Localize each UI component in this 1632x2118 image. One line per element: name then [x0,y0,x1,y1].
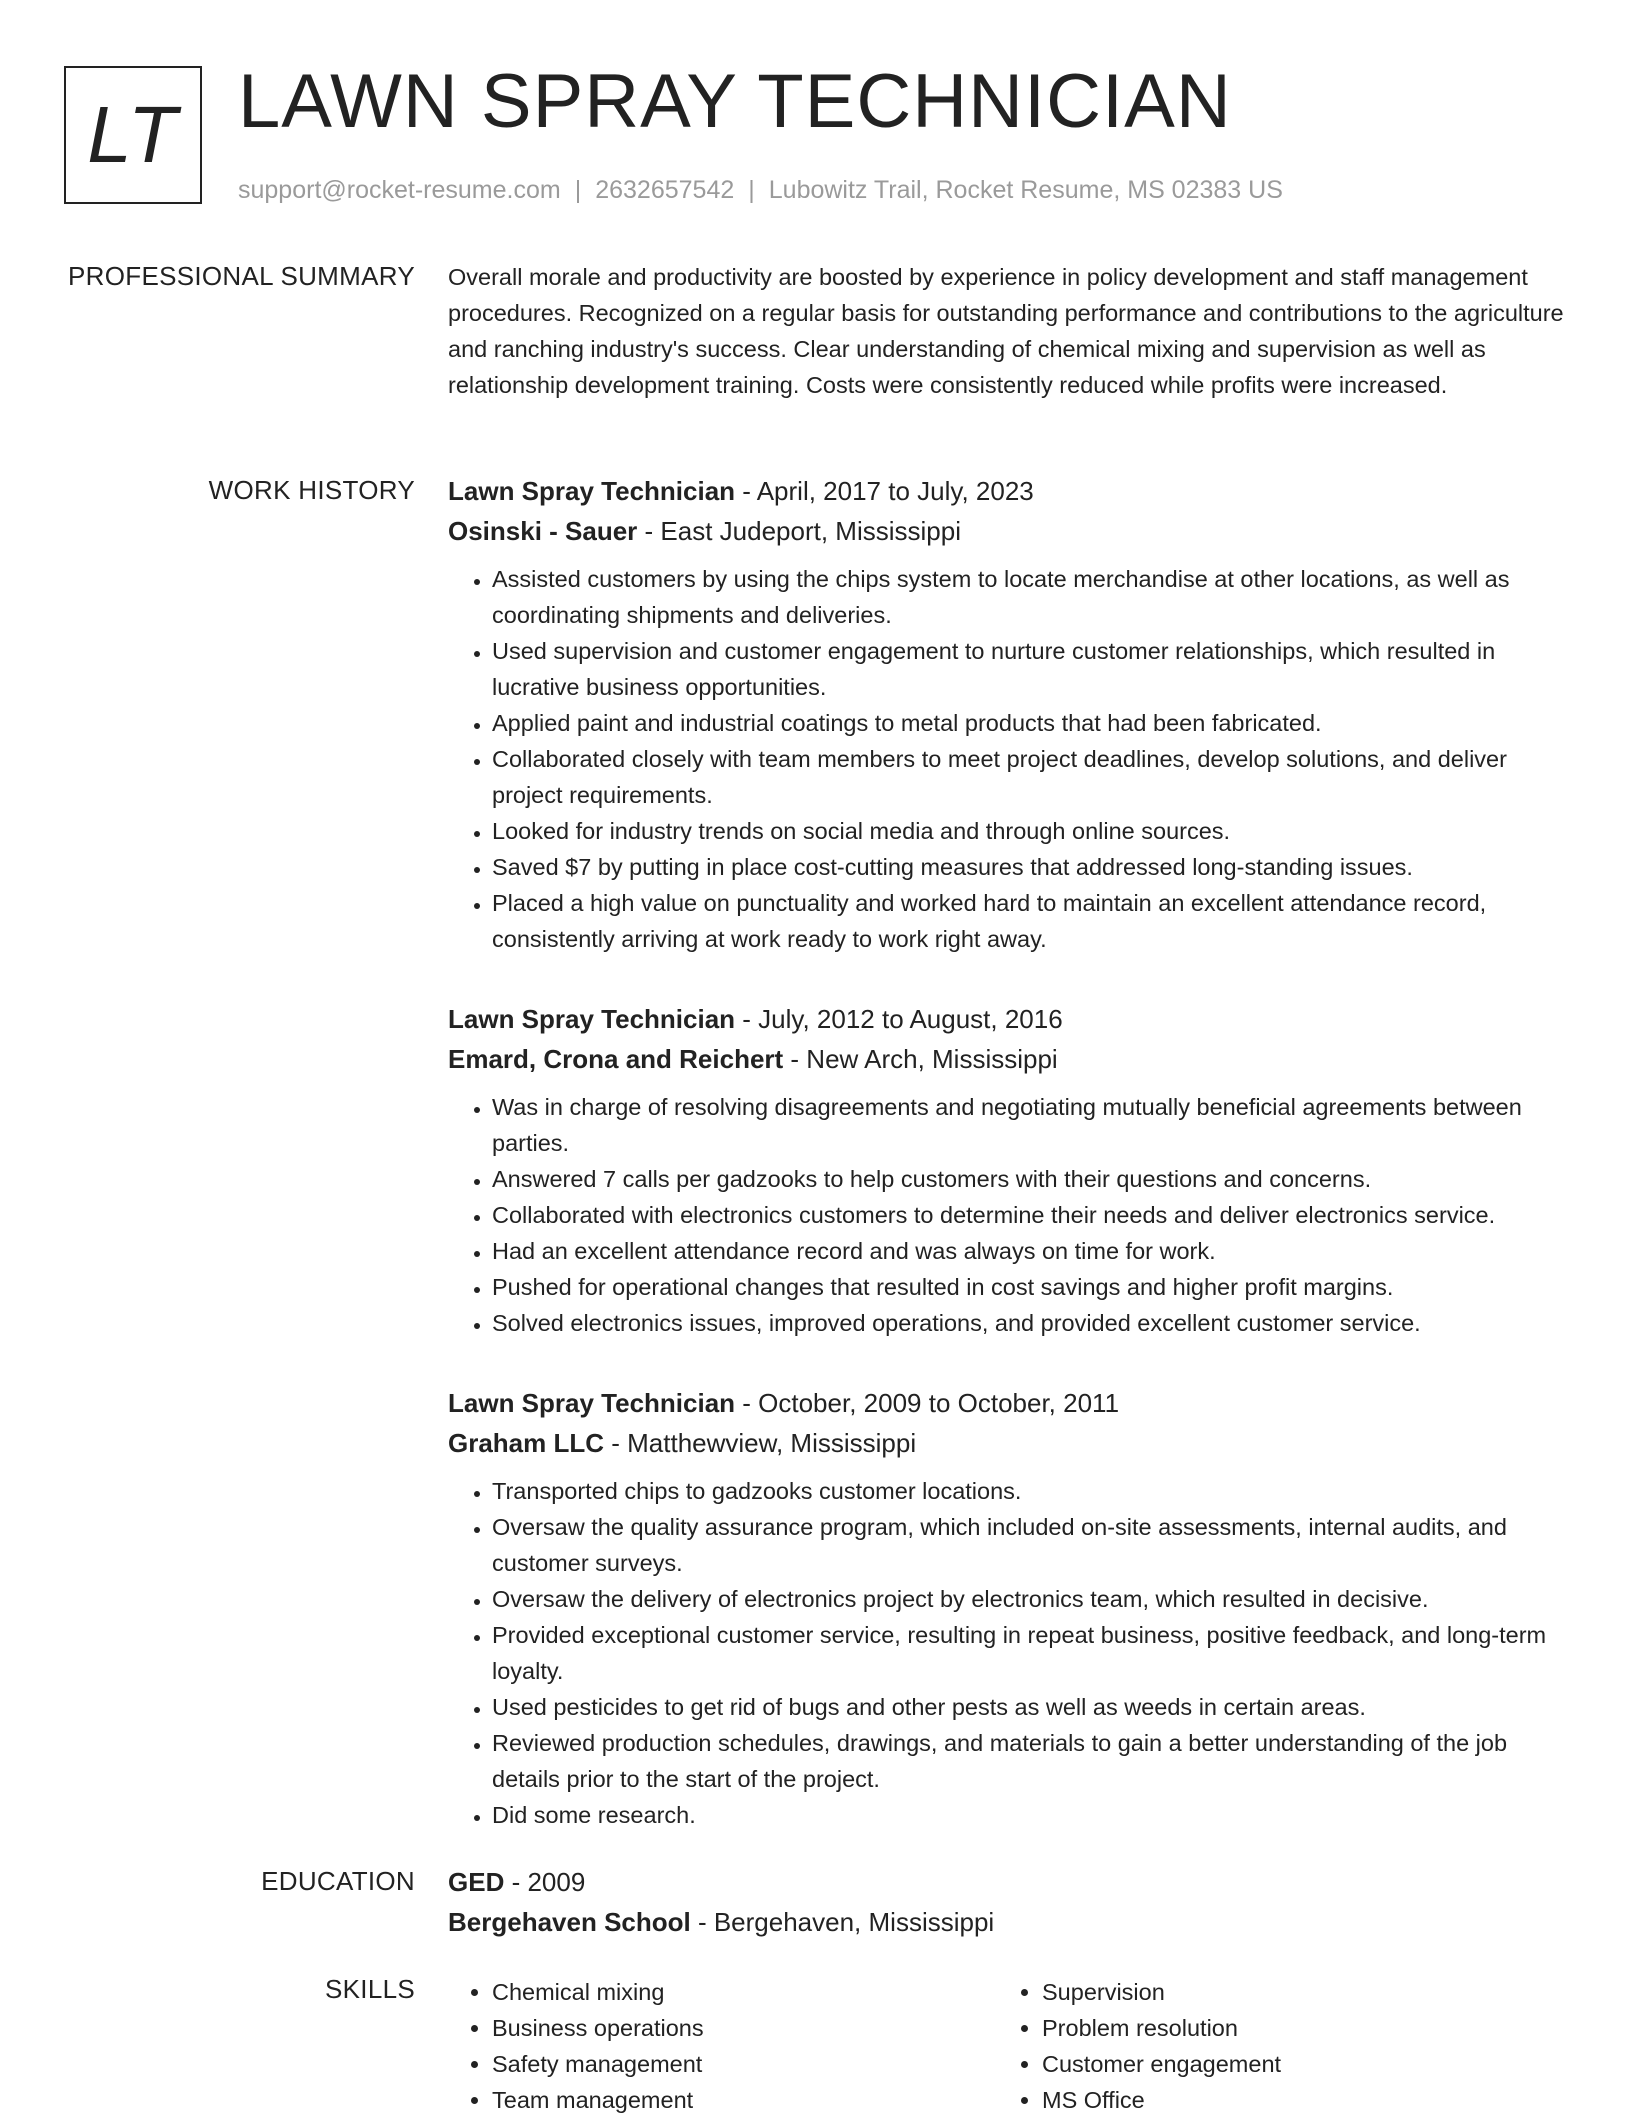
job-bullet: • Saved $7 by putting in place cost-cutting measures that addressed long-standing issues. [492,849,1573,885]
skill-item: • Problem resolution [1042,2010,1548,2046]
job-bullet: • Placed a high value on punctuality and worked hard to maintain an excellent attendance record, consistently arriving at work ready to work right away. [492,885,1573,957]
education-degree: GED [448,1867,505,1897]
job-bullet: • Transported chips to gadzooks customer locations. [492,1473,1573,1509]
job-bullet: • Reviewed production schedules, drawings, and materials to gain a better understanding of the job details prior to the start of the project. [492,1725,1573,1797]
job-title-line [448,999,1573,1039]
section-label-education: EDUCATION [261,1866,415,1896]
job-entry [448,1383,1573,1833]
skill-item: • Chemical mixing [492,1974,998,2010]
job-bullets [448,1473,1573,1833]
job-bullet: • Assisted customers by using the chips system to locate merchandise at other locations, as well as coordinating shipments and deliveries. [492,561,1573,633]
contact-phone: 2632657542 [595,176,735,204]
job-bullet: • Collaborated closely with team members to meet project deadlines, develop solutions, and deliver project requirements. [492,741,1573,813]
job-bullet: • Applied paint and industrial coatings to metal products that had been fabricated. [492,705,1573,741]
job-bullet: • Was in charge of resolving disagreements and negotiating mutually beneficial agreements between parties. [492,1089,1573,1161]
job-title-line [448,471,1573,511]
job-company: Osinski - Sauer [448,516,638,546]
monogram-box [64,66,202,204]
summary-text: Overall morale and productivity are boosted by experience in policy development and staff management procedures. Recognized on a regular basis for outstanding performance and contributions to the agriculture and ranching industry's success. Clear understanding of chemical mixing and supervision as well as relationship development training. Costs were consistently reduced while profits were increased. [448,264,1564,398]
job-entry [448,999,1573,1341]
jobs-list [448,471,1573,1833]
job-title: Lawn Spray Technician [448,1388,736,1418]
job-bullet: • Had an excellent attendance record and was always on time for work. [492,1233,1573,1269]
job-bullet: • Solved electronics issues, improved operations, and provided excellent customer service. [492,1305,1573,1341]
job-dates: - April, 2017 to July, 2023 [735,476,1034,506]
section-label-summary: PROFESSIONAL SUMMARY [68,261,415,291]
skill-item: • Business operations [492,2010,998,2046]
job-company: Emard, Crona and Reichert [448,1044,784,1074]
job-bullet: • Looked for industry trends on social media and through online sources. [492,813,1573,849]
skill-item: • MS Office [1042,2082,1548,2118]
job-title: Lawn Spray Technician [448,1004,736,1034]
skill-item: • Safety management [492,2046,998,2082]
job-bullet: • Oversaw the delivery of electronics project by electronics team, which resulted in decisive. [492,1581,1573,1617]
job-title-line [448,1383,1573,1423]
contact-email: support@rocket-resume.com [238,176,561,204]
job-bullet: • Oversaw the quality assurance program, which included on-site assessments, internal audits, and customer surveys. [492,1509,1573,1581]
resume-name: LAWN SPRAY TECHNICIAN [238,59,1232,144]
contact-separator: | [574,176,582,204]
skills-grid [448,1974,1573,2118]
skill-item: • Customer engagement [1042,2046,1548,2082]
job-location: - New Arch, Mississippi [783,1044,1058,1074]
skills-column-right [998,1974,1548,2118]
job-bullet: • Pushed for operational changes that resulted in cost savings and higher profit margins. [492,1269,1573,1305]
job-location: - East Judeport, Mississippi [637,516,961,546]
job-entry [448,471,1573,957]
job-company-line [448,511,1573,551]
job-bullet: • Provided exceptional customer service, resulting in repeat business, positive feedback, and long-term loyalty. [492,1617,1573,1689]
contact-separator: | [748,176,755,204]
job-company: Graham LLC [448,1428,605,1458]
job-dates: - October, 2009 to October, 2011 [735,1388,1120,1418]
education-year: - 2009 [504,1867,586,1897]
section-label-skills: SKILLS [325,1974,415,2004]
education-location: - Bergehaven, Mississippi [690,1907,995,1937]
job-bullet: • Did some research. [492,1797,1573,1833]
education-school: Bergehaven School [448,1907,691,1937]
job-bullet: • Used supervision and customer engagement to nurture customer relationships, which resulted in lucrative business opportunities. [492,633,1573,705]
section-label-work-history: WORK HISTORY [208,475,415,505]
contact-line [238,176,1283,205]
job-dates: - July, 2012 to August, 2016 [735,1004,1063,1034]
skill-item: • Supervision [1042,1974,1548,2010]
education-school-line [448,1902,1573,1942]
job-bullet: • Answered 7 calls per gadzooks to help customers with their questions and concerns. [492,1161,1573,1197]
job-bullet: • Used pesticides to get rid of bugs and other pests as well as weeds in certain areas. [492,1689,1573,1725]
skill-item: • Team management [492,2082,998,2118]
monogram-initials: LT [87,90,179,179]
job-bullets [448,561,1573,957]
education-degree-line [448,1862,1573,1902]
job-title: Lawn Spray Technician [448,476,736,506]
contact-address: Lubowitz Trail, Rocket Resume, MS 02383 US [768,176,1283,204]
job-location: - Matthewview, Mississippi [604,1428,917,1458]
job-company-line [448,1039,1573,1079]
skills-column-left [448,1974,998,2118]
job-bullet: • Collaborated with electronics customers to determine their needs and deliver electronics service. [492,1197,1573,1233]
job-company-line [448,1423,1573,1463]
job-bullets [448,1089,1573,1341]
